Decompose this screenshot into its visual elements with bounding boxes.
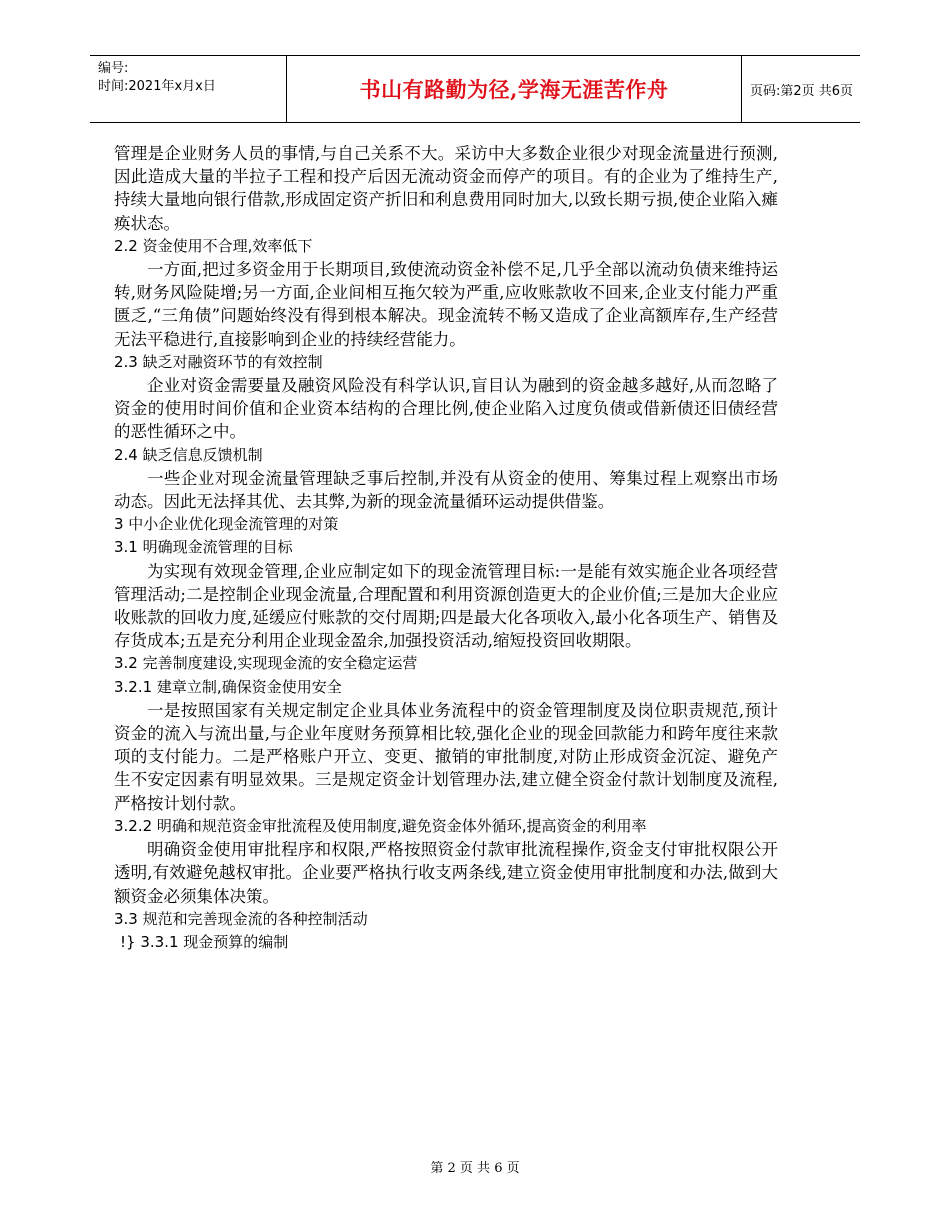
section-heading-2-2: 2.2 资金使用不合理,效率低下: [114, 236, 313, 255]
section-heading-3-3-1: !} 3.3.1 现金预算的编制: [120, 932, 289, 951]
section-heading-3: 3 中小企业优化现金流管理的对策: [114, 515, 339, 534]
page-header: [90, 55, 860, 123]
page-footer: [0, 1157, 950, 1176]
section-heading-2-3: 2.3 缺乏对融资环节的有效控制: [114, 352, 323, 371]
section-heading-3-2: 3.2 完善制度建设,实现现金流的安全稳定运营: [114, 654, 418, 673]
section-heading-3-2-1: 3.2.1 建章立制,确保资金使用安全: [114, 677, 342, 696]
paragraph: 一是按照国家有关规定制定企业具体业务流程中的资金管理制度及岗位职责规范,预计资金的流入与流出量,与企业年度财务预算相比较,强化企业的现金回款能力和跨年度往来款项的支付能力。二是严格账户开立、变更、撤销的审批制度,对防止形成资金沉淀、避免产生不安定因素有明显效果。三是规定资金计划管理办法,建立健全资金付款计划制度及流程,严格按计划付款。: [114, 700, 778, 813]
paragraph: 为实现有效现金管理,企业应制定如下的现金流管理目标:一是能有效实施企业各项经营管理活动;二是控制企业现金流量,合理配置和利用资源创造更大的企业价值;三是加大企业应收账款的回收力度,延缓应付账款的交付周期;四是最大化各项收入,最小化各项生产、销售及存货成本;五是充分利用企业现金盈余,加强投资活动,缩短投资回收期限。: [114, 561, 778, 651]
page-info-text: 页码:第2页 共6页: [750, 83, 854, 99]
document-body: [114, 142, 778, 954]
section-heading-2-4: 2.4 缺乏信息反馈机制: [114, 445, 263, 464]
serial-label: 编号:: [98, 61, 129, 76]
paragraph: 企业对资金需要量及融资风险没有科学认识,盲目认为融到的资金越多越好,从而忽略了资金的使用时间价值和企业资本结构的合理比例,使企业陷入过度负债或借新债还旧债经营的恶性循环之中。: [114, 376, 778, 442]
section-heading-3-2-2: 3.2.2 明确和规范资金审批流程及使用制度,避免资金体外循环,提高资金的利用率: [114, 816, 647, 835]
header-motto-cell: [286, 56, 742, 122]
section-heading-3-1: 3.1 明确现金流管理的目标: [114, 538, 293, 557]
paragraph: 一方面,把过多资金用于长期项目,致使流动资金补偿不足,几乎全部以流动负债来维持运转,财务风险陡增;另一方面,企业间相互拖欠较为严重,应收账款收不回来,企业支付能力严重匮乏,“三角债”问题始终没有得到根本解决。现金流转不畅又造成了企业高额库存,生产经营无法平稳进行,直接影响到企业的持续经营能力。: [114, 260, 778, 349]
section-heading-3-3: 3.3 规范和完善现金流的各种控制活动: [114, 909, 368, 928]
paragraph: 明确资金使用审批程序和权限,严格按照资金付款审批流程操作,资金支付审批权限公开透明,有效避免越权审批。企业要严格执行收支两条线,建立资金使用审批制度和办法,做到大额资金必须集体决策。: [114, 840, 778, 906]
motto-text: 书山有路勤为径,学海无涯苦作舟: [359, 77, 669, 102]
header-meta: [98, 60, 284, 96]
time-label: 时间:2021年x月x日: [98, 79, 216, 94]
paragraph: 一些企业对现金流量管理缺乏事后控制,并没有从资金的使用、筹集过程上观察出市场动态。因此无法择其优、去其弊,为新的现金流量循环运动提供借鉴。: [114, 468, 778, 512]
footer-page-number: 第 2 页 共 6 页: [430, 1161, 520, 1176]
paragraph: 管理是企业财务人员的事情,与自己关系不大。采访中大多数企业很少对现金流量进行预测,因此造成大量的半拉子工程和投产后因无流动资金而停产的项目。有的企业为了维持生产,持续大量地向银行借款,形成固定资产折旧和利息费用同时加大,以致长期亏损,使企业陷入瘫痪状态。: [114, 144, 778, 233]
header-page-info: [742, 56, 868, 122]
